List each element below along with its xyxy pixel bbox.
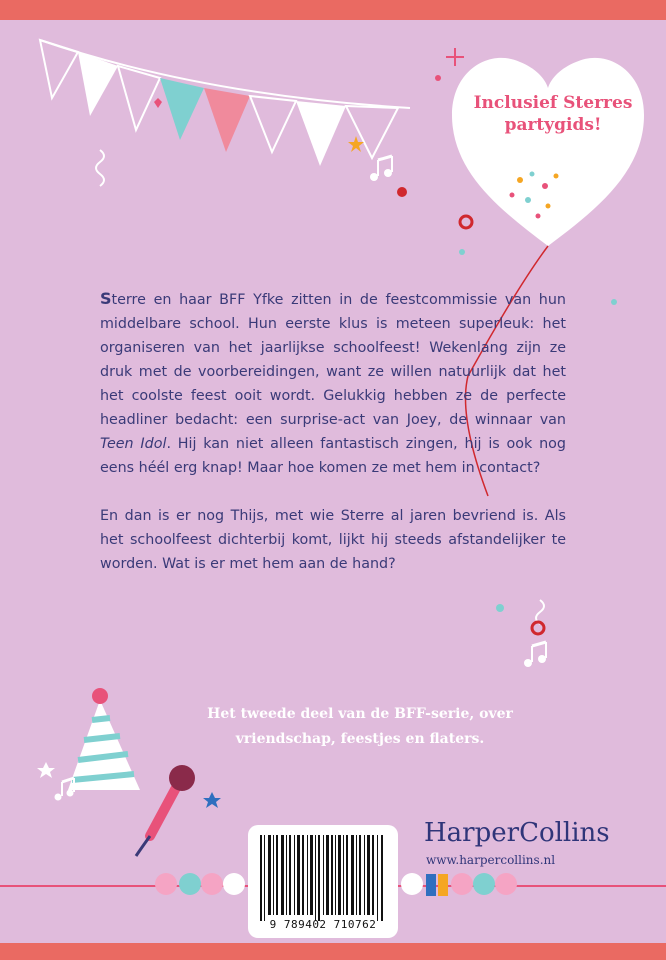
heart-balloon [452,58,644,246]
confetti-dot [459,249,465,255]
confetti-dot [397,187,407,197]
star-icon [203,792,221,808]
balloon-text: Inclusief Sterres partygids! [473,93,633,135]
microphone-icon [136,765,195,856]
back-cover-blurb [100,287,566,600]
blurb-text: . Hij kan niet alleen fantastisch zingen, hij is ook nog eens héél erg knap! Maar hoe komen ze met hem in contact? [100,436,566,476]
music-note-icon [524,642,546,667]
blurb-text: terre en haar BFF Yfke zitten in de feestcommissie van hun middelbare school. Hun eerste klus is meteen superleuk: het organiseren van het jaarlijkse schoolfeest! Wekenlang zijn ze druk met de voorbereidingen, want ze willen natuurlijk dat het het coolste feest ooit wordt. Gelukkig hebben ze de perfecte headliner bedacht: een surprise-act van Joey, de winnaar van [100,292,566,428]
blurb-paragraph-2: En dan is er nog Thijs, met wie Sterre al jaren bevriend is. Als het schoolfeest dichterbij komt, lijkt hij steeds afstandelijker te worden. Wat is er met hem aan de hand? [100,508,566,572]
music-note-icon [370,156,392,181]
ring-icon [532,622,544,634]
tagline-line-2: vriendschap, feestjes en flaters. [235,731,485,747]
star-icon [37,762,55,778]
isbn-digits: 9 789402 710762 [269,918,377,931]
confetti-dot [496,604,504,612]
publisher-url: www.harpercollins.nl [426,853,556,867]
party-hat-icon [68,688,140,790]
bottom-border-band [0,943,666,960]
tagline-line-1: Het tweede deel van de BFF-serie, over [207,706,513,722]
confetti-dot [435,75,441,81]
blurb-paragraph-1 [100,287,566,480]
ring-icon [460,216,472,228]
drop-cap: S [100,289,112,308]
publisher-logo: HarperCollins [424,818,610,848]
series-tagline [175,702,545,752]
streamer-icon [96,150,104,186]
streamer-icon [536,600,544,624]
sparkle-icon [446,48,464,66]
show-title: Teen Idol [100,436,167,452]
heart-icon [154,98,162,108]
confetti-dot [611,299,617,305]
